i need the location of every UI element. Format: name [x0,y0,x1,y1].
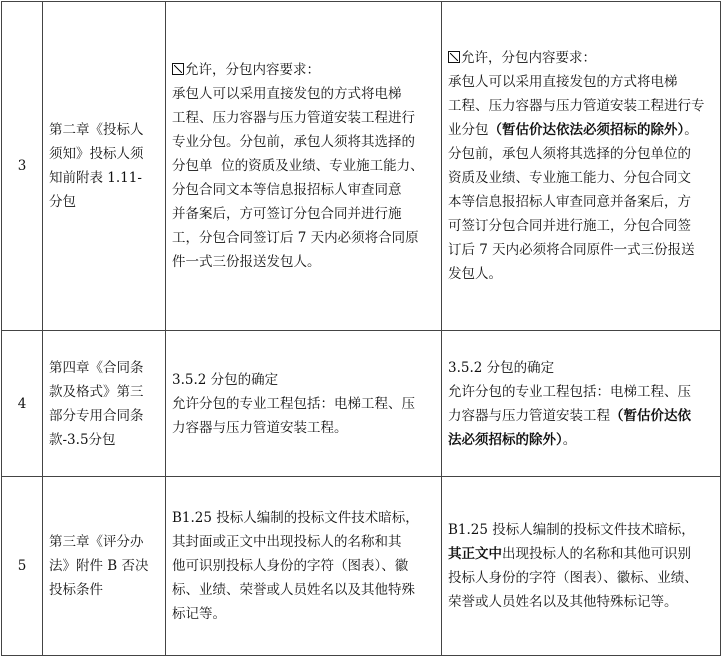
text-line: 荣誉或人员姓名以及其他特殊标记等。 [448,594,678,610]
check-line: 允许，分包内容要求： [448,46,717,70]
text-line: 业分包（暂估价达依法必须招标的除外）。 [448,122,698,138]
text-line: 并备案后，方可签订分包合同并进行施 [172,206,402,222]
text-line: 投标人身份的字符（图表）、徽标、业绩、 [448,570,698,586]
checkbox-checked-icon [172,63,184,75]
table-row [2,2,721,331]
text-line: 承包人可以采用直接发包的方式将电梯 [172,86,402,102]
section-line: 第三章《评分办 [49,534,144,550]
text-line: 工程、压力容器与压力管道安装工程进行专 [448,98,705,114]
section-cell [43,331,166,477]
revised-text-cell [442,331,721,477]
text-line: 3.5.2 分包的确定 [172,371,279,388]
revision-table [1,1,721,656]
text-line: 分包单 位的资质及业绩、专业施工能力、 [172,158,424,174]
text-line: 分包前，承包人须将其选择的分包单位的 [448,146,691,162]
text-line: 标记等。 [172,606,226,622]
text-line: B1.25 投标人编制的投标文件技术暗标， [172,510,419,526]
text-line: 力容器与压力管道安装工程。 [172,419,348,436]
section-line: 部分专用合同条 [49,407,144,424]
original-text-cell [166,2,442,331]
row-number: 3 [2,2,43,331]
check-line: 允许，分包内容要求： [172,58,438,82]
text-line: 承包人可以采用直接发包的方式将电梯 [448,74,678,90]
text-line: 力容器与压力管道安装工程（暂估价达依 [448,407,691,424]
text-line: 本等信息报招标人审查同意并备案后，方 [448,194,691,210]
text-line: 专业分包。分包前，承包人须将其选择的 [172,134,415,150]
text-line: 标、业绩、荣誉或人员姓名以及其他特殊 [172,582,415,598]
bold-insertion: （暂估价达依 [610,407,691,424]
row-number: 5 [2,477,43,656]
section-cell [43,2,166,331]
section-line: 法》附件 B 否决 [49,558,149,574]
text-line: 件一式三份报送发包人。 [172,254,321,270]
revised-text-cell [442,477,721,656]
section-line: 第四章《合同条 [49,359,144,376]
section-line: 知前附表 1.11- [49,170,142,186]
section-cell [43,477,166,656]
text-line: B1.25 投标人编制的投标文件技术暗标， [448,522,695,538]
revised-text-cell [442,2,721,331]
text-line: 订后 7 天内必须将合同原件一式三份报送 [448,242,695,258]
bold-insertion: （暂估价达依法必须招标的除外） [488,122,685,138]
text-line: 工，分包合同签订后 7 天内必须将合同原 [172,230,419,246]
text-line: 资质及业绩、专业施工能力、分包合同文 [448,170,691,186]
section-line: 款-3.5分包 [49,431,116,448]
text-line: 分包合同文本等信息报招标人审查同意 [172,182,402,198]
section-line: 投标条件 [49,582,103,598]
text-line: 发包人。 [448,266,502,282]
bold-insertion: 法必须招标的除外） [448,431,563,448]
original-text-cell [166,477,442,656]
row-number: 4 [2,331,43,477]
text-line: 其正文中出现投标人的名称和其他可识别 [448,546,691,562]
table-row [2,477,721,656]
original-text-cell [166,331,442,477]
checkbox-checked-icon [448,51,460,63]
text-line: 3.5.2 分包的确定 [448,359,555,376]
text-line: 工程、压力容器与压力管道安装工程进行 [172,110,415,126]
text-line: 允许分包的专业工程包括：电梯工程、压 [448,383,691,400]
section-line: 分包 [49,194,76,210]
text-line: 允许分包的专业工程包括：电梯工程、压 [172,395,415,412]
bold-insertion: 其正文中 [448,546,502,562]
section-line: 第二章《投标人 [49,122,144,138]
text-line: 其封面或正文中出现投标人的名称和其 [172,534,402,550]
text-line: 可签订分包合同并进行施工，分包合同签 [448,218,691,234]
section-line: 须知》投标人须 [49,146,144,162]
section-line: 款及格式》第三 [49,383,144,400]
text-line: 他可识别投标人身份的字符（图表）、徽 [172,558,409,574]
text-line: 法必须招标的除外）。 [448,431,577,448]
table-row [2,331,721,477]
